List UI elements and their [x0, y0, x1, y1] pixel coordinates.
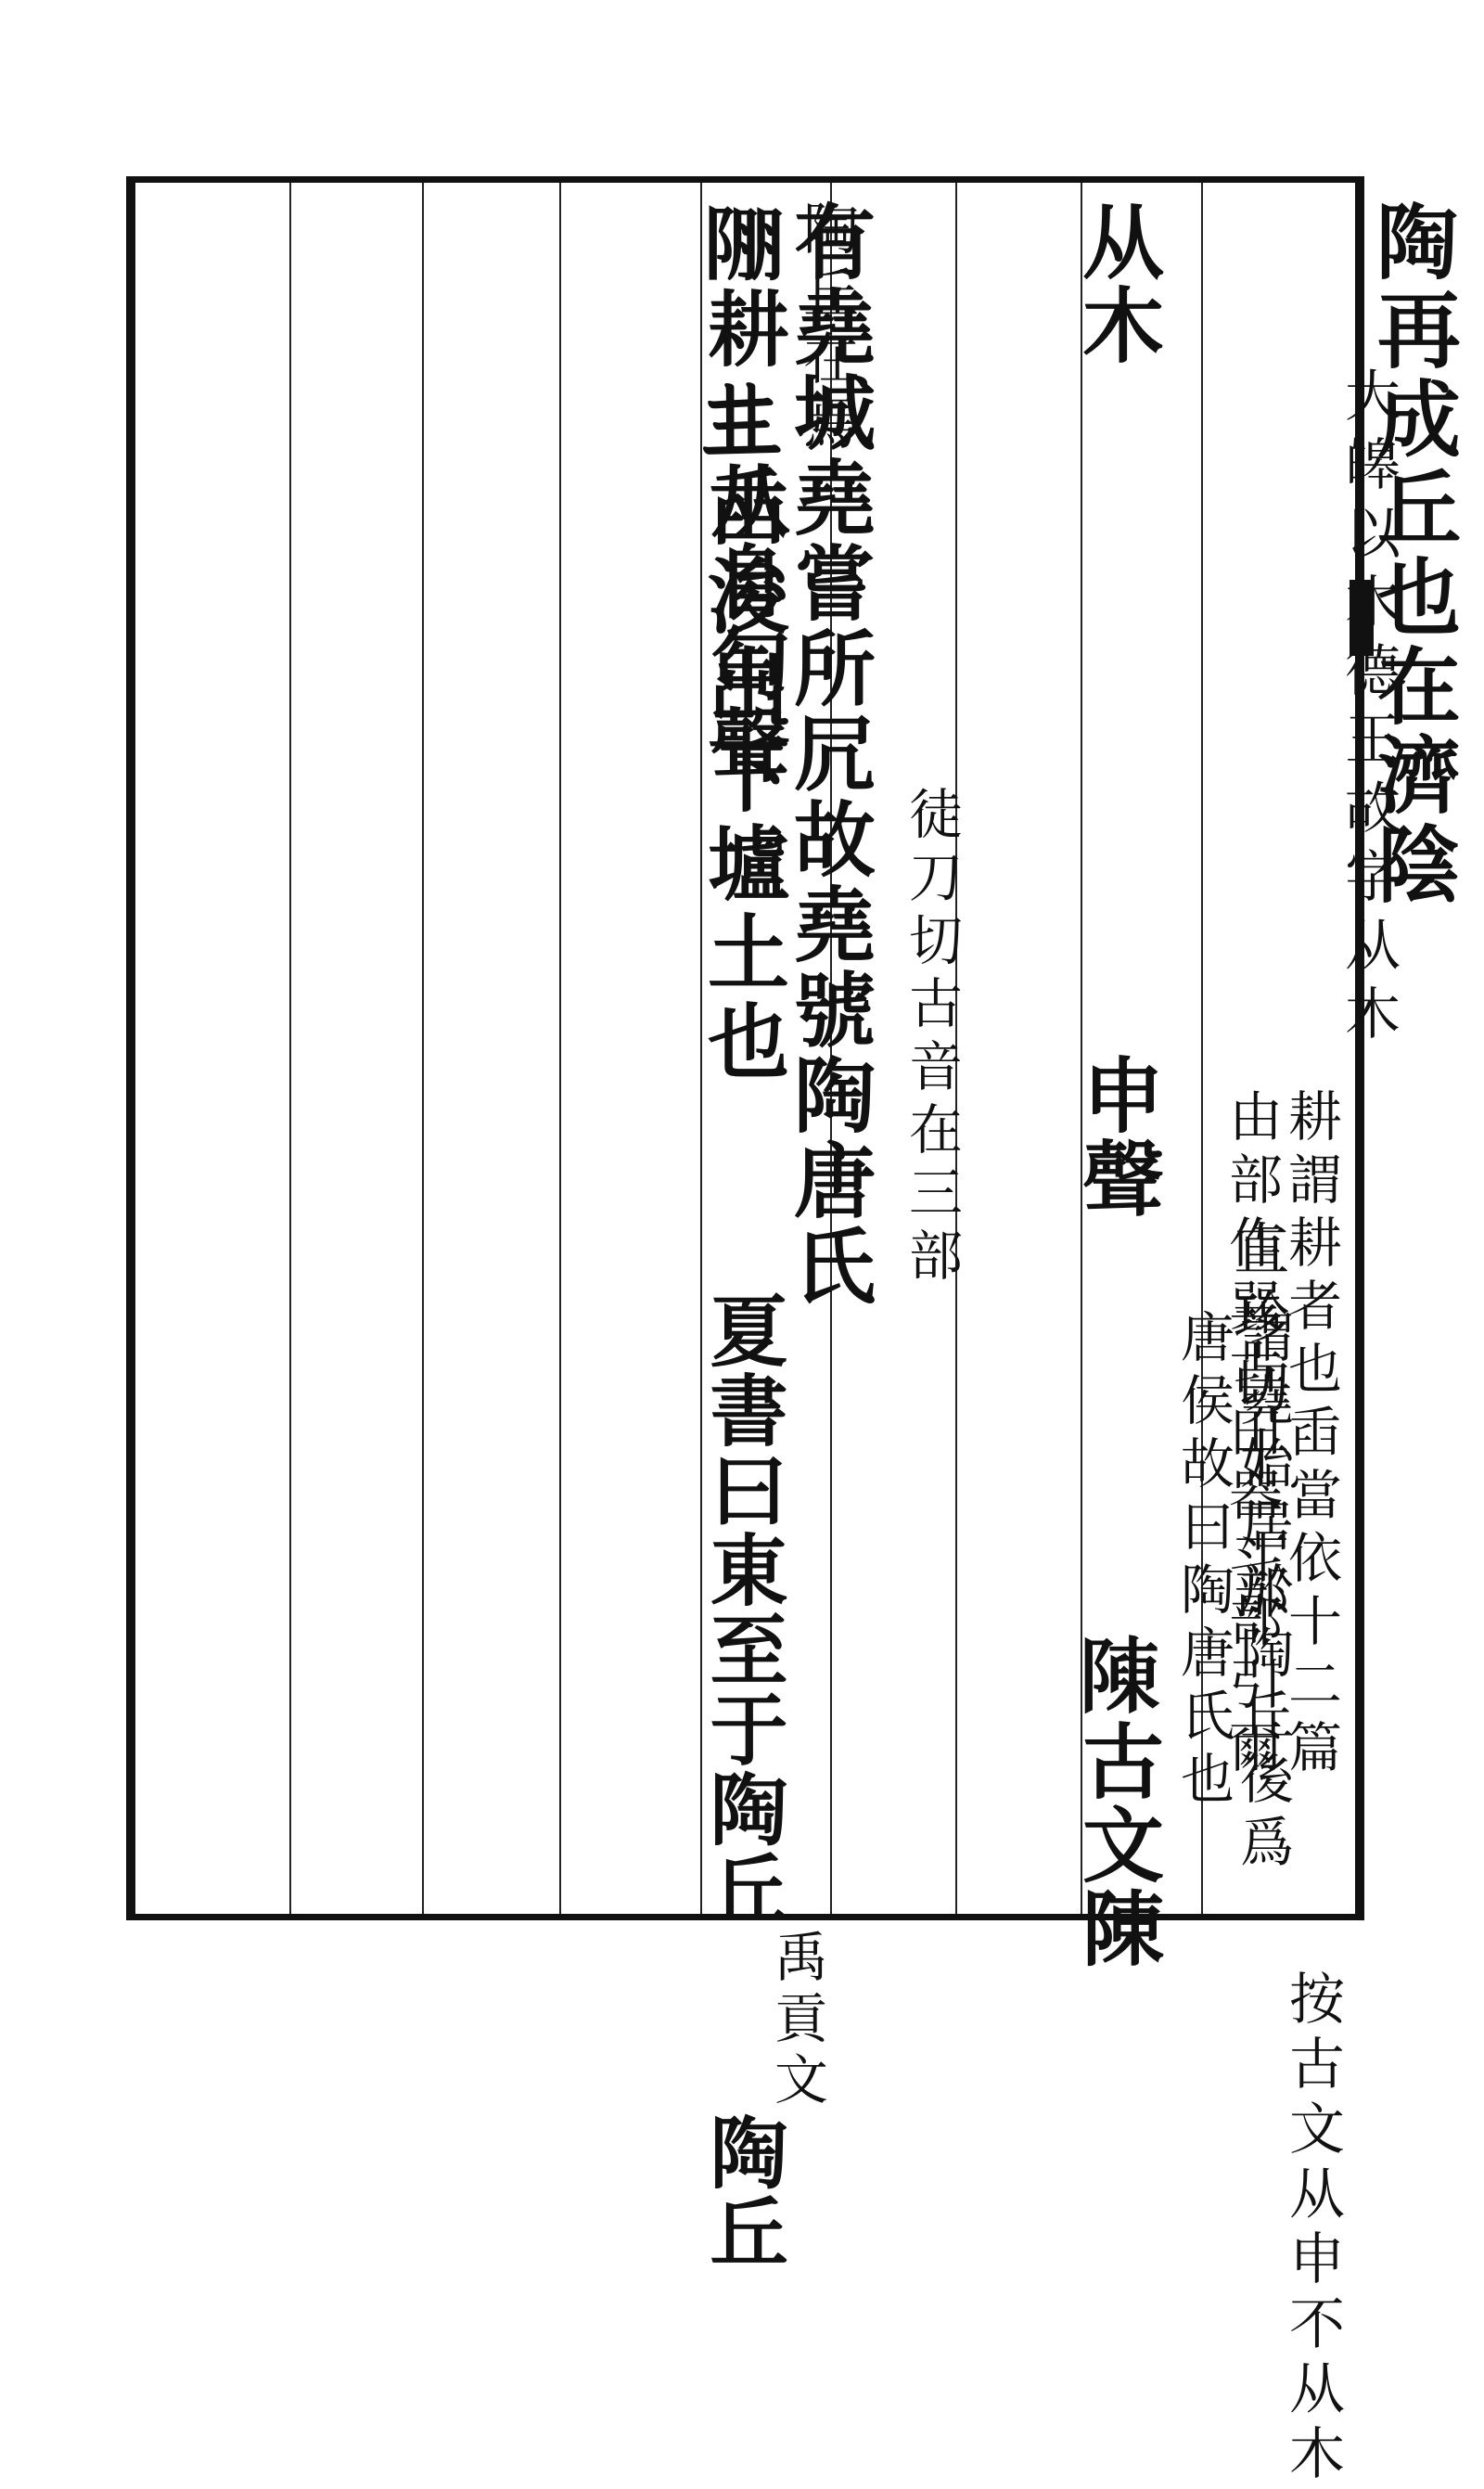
- main-text: 再成丘也在濟陰: [1362, 287, 1461, 910]
- annotation-line: 禹貢文: [765, 1929, 828, 2112]
- text-column-9: [148, 199, 1342, 1782]
- seal-script-glyph: 𨻰: [1069, 1632, 1166, 1713]
- annotation-line: 大皞以木德王故字从木: [1336, 366, 1401, 1053]
- seal-script-glyph: 陶: [1363, 199, 1460, 281]
- main-text: 夏書曰東至于陶丘: [697, 1290, 789, 1929]
- main-text: 从𨸏匋聲: [697, 459, 790, 786]
- annotation-line: 按古文从申不从木: [1280, 1969, 1345, 2489]
- seal-script-glyph: 𨹹: [695, 199, 791, 281]
- main-text: 陶丘: [697, 2112, 789, 2272]
- annotation-line: 由部作𢁉古田器斗部引爾: [1220, 1088, 1283, 1782]
- main-text: 古文陳: [1069, 1719, 1166, 1969]
- annotation-line: 唐侯故曰陶唐氏也: [1171, 1309, 1235, 1814]
- annotation-line: 陶丘在焉: [794, 199, 859, 459]
- main-text: 从木: [1069, 199, 1166, 366]
- annotation-line: 徒刀切古音在三部: [900, 786, 963, 1290]
- annotation-line: 謂堯始居於陶丘後爲: [1231, 1309, 1294, 1877]
- annotation-line: 直珍切十二部: [1224, 1220, 1289, 1632]
- main-text: 申聲: [1069, 1053, 1166, 1220]
- main-text: 有堯城堯嘗所凥故堯號陶唐氏: [781, 199, 877, 1309]
- main-text: 耕𠀎臿浚出下壚土也: [695, 287, 791, 1088]
- annotation-line: 耕謂耕者也臿當依十二篇: [1279, 1088, 1342, 1782]
